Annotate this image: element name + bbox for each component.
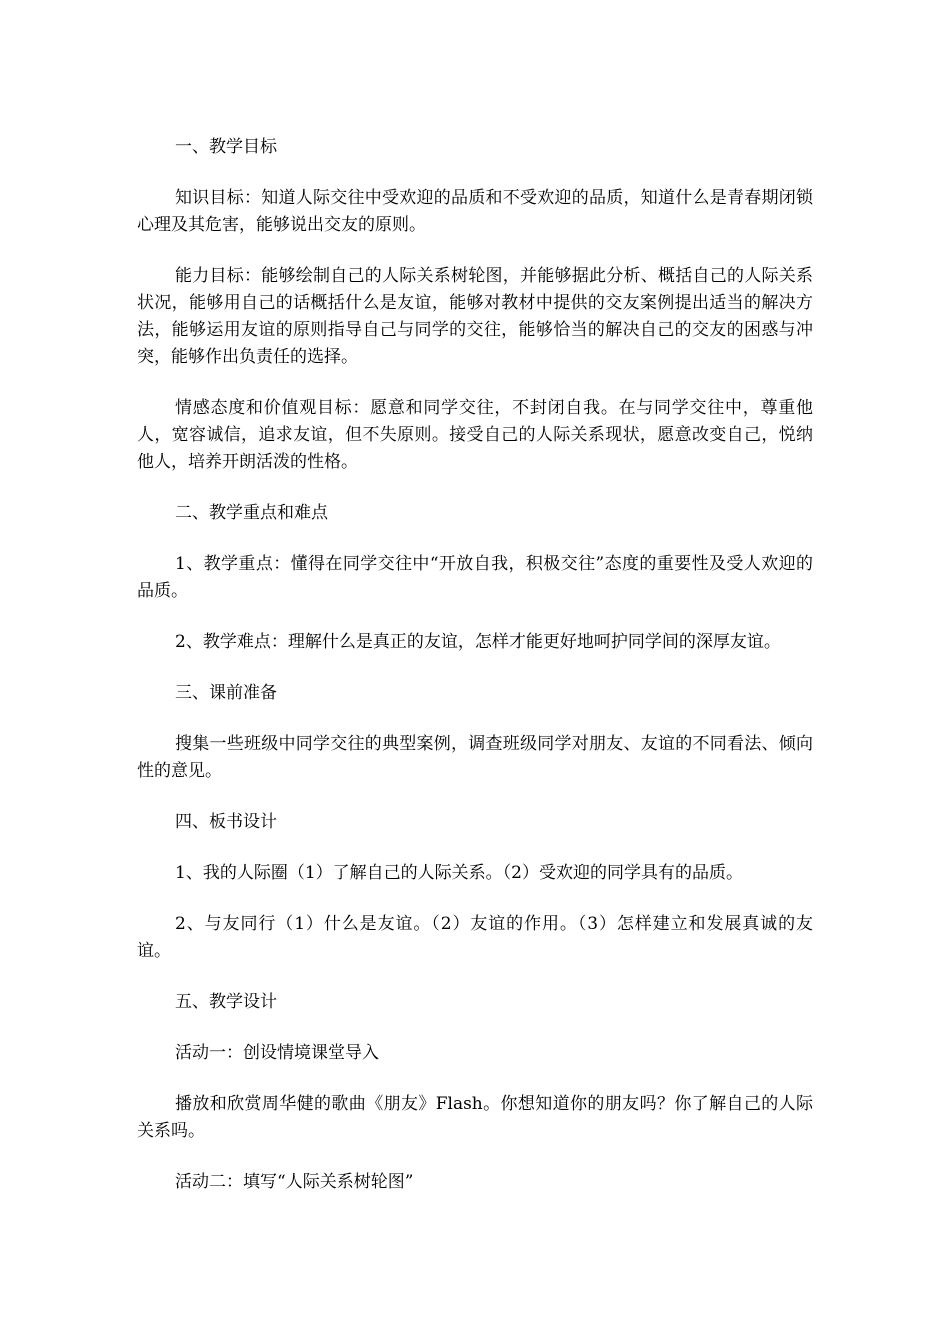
paragraph-key-point: 1、教学重点：懂得在同学交往中“开放自我，积极交往”态度的重要性及受人欢迎的品质。 <box>137 554 813 601</box>
paragraph-board-item-1: 1、我的人际圈（1）了解自己的人际关系。（2）受欢迎的同学具有的品质。 <box>175 863 743 883</box>
paragraph-preparation: 搜集一些班级中同学交往的典型案例，调查班级同学对朋友、友谊的不同看法、倾向性的意见。 <box>137 734 813 781</box>
paragraph-knowledge-goal: 知识目标：知道人际交往中受欢迎的品质和不受欢迎的品质，知道什么是青春期闭锁心理及其危害，能够说出交友的原则。 <box>137 188 813 235</box>
activity-heading-1: 活动一：创设情境课堂导入 <box>175 1043 379 1063</box>
section-heading-teaching-design: 五、教学设计 <box>175 992 277 1012</box>
paragraph-activity-1: 播放和欣赏周华健的歌曲《朋友》Flash。你想知道你的朋友吗？你了解自己的人际关系吗。 <box>137 1094 813 1141</box>
document-page <box>137 134 813 1220</box>
paragraph-difficulty: 2、教学难点：理解什么是真正的友谊，怎样才能更好地呵护同学间的深厚友谊。 <box>175 632 781 652</box>
paragraph-ability-goal: 能力目标：能够绘制自己的人际关系树轮图，并能够据此分析、概括自己的人际关系状况，能够用自己的话概括什么是友谊，能够对教材中提供的交友案例提出适当的解决方法，能够运用友谊的原则指导自己与同学的交往，能够恰当的解决自己的交友的困惑与冲突，能够作出负责任的选择。 <box>137 266 813 367</box>
paragraph-emotion-goal: 情感态度和价值观目标：愿意和同学交往，不封闭自我。在与同学交往中，尊重他人，宽容诚信，追求友谊，但不失原则。接受自己的人际关系现状，愿意改变自己，悦纳他人，培养开朗活泼的性格。 <box>137 398 813 472</box>
activity-heading-2: 活动二：填写“人际关系树轮图” <box>175 1172 414 1192</box>
section-heading-key-points: 二、教学重点和难点 <box>175 503 328 523</box>
section-heading-preparation: 三、课前准备 <box>175 683 277 703</box>
section-heading-teaching-goals: 一、教学目标 <box>175 137 277 157</box>
section-heading-board-design: 四、板书设计 <box>175 812 277 832</box>
paragraph-board-item-2: 2、与友同行（1）什么是友谊。（2）友谊的作用。（3）怎样建立和发展真诚的友谊。 <box>137 914 813 961</box>
